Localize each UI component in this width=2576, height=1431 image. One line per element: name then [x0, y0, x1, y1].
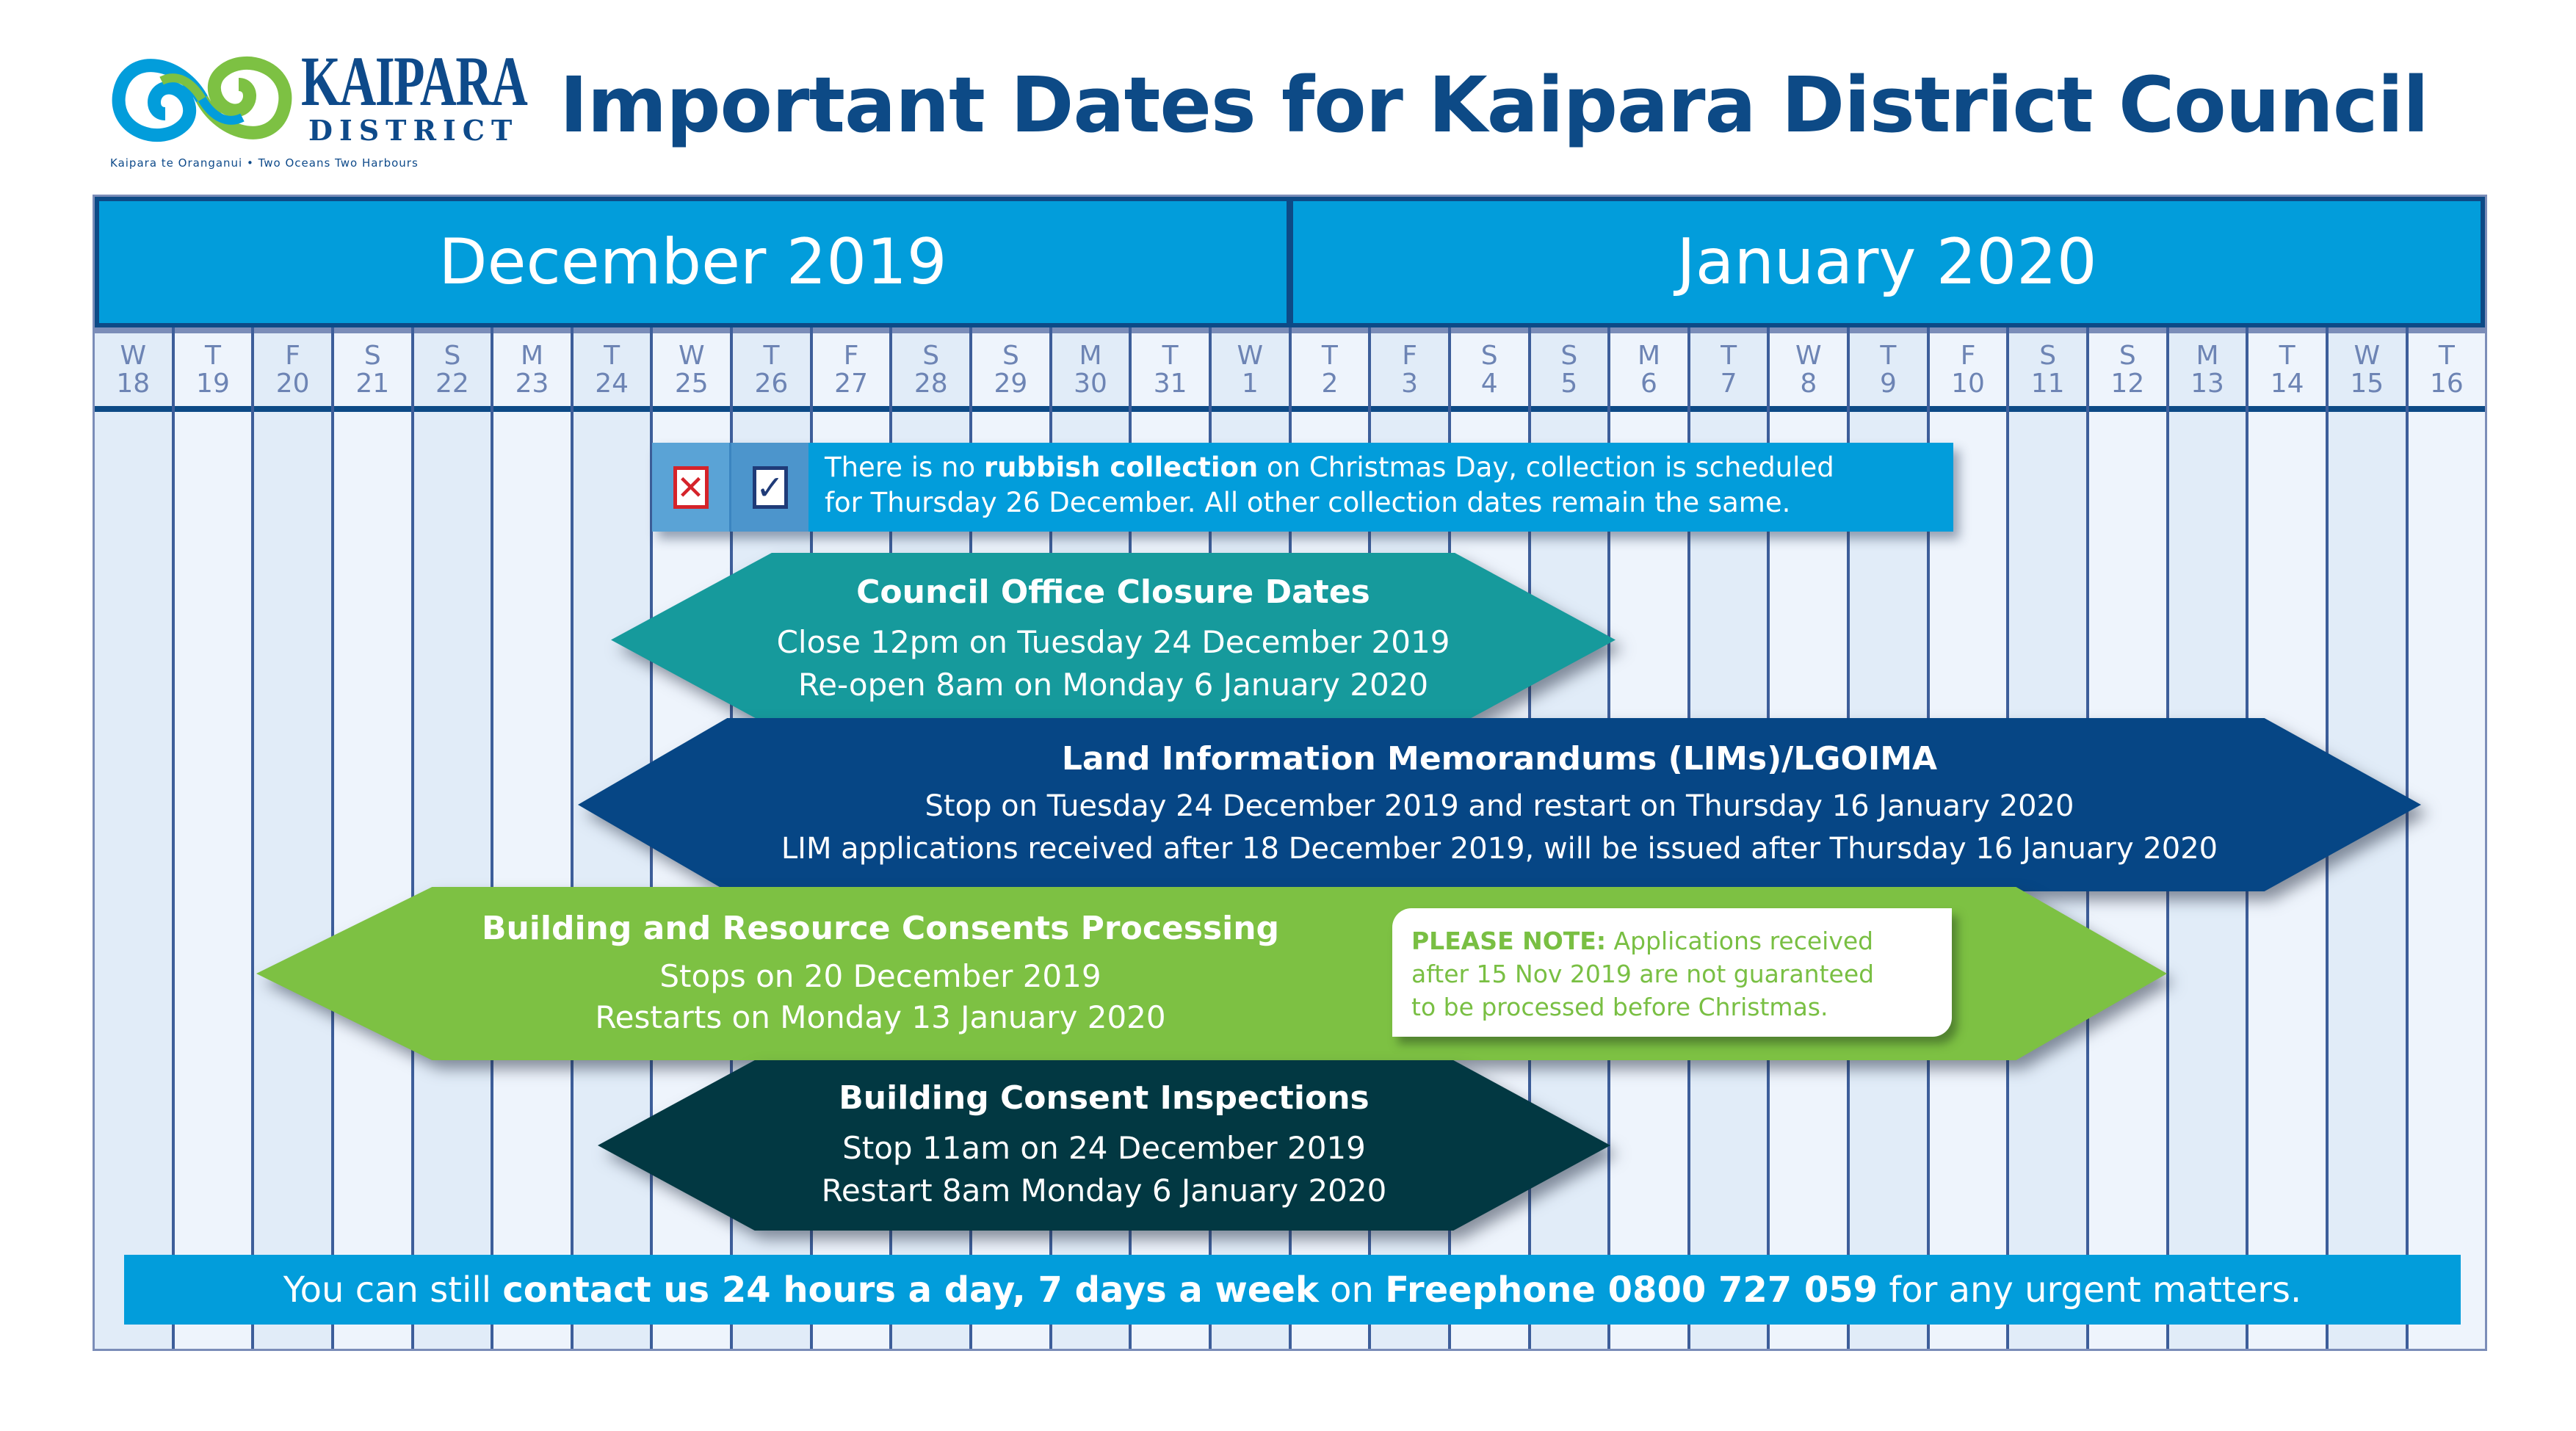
- day-date: 29: [994, 368, 1028, 399]
- day-of-week: F: [1402, 340, 1417, 371]
- day-header: [2329, 327, 2406, 412]
- day-of-week: T: [604, 340, 621, 371]
- day-date: 6: [1640, 368, 1657, 399]
- day-header: [653, 327, 730, 412]
- contact-footer: You can still contact us 24 hours a day, 7 days a week on Freephone 0800 727 059 for any urgent matters.: [124, 1255, 2461, 1325]
- koru-swirl-icon: [110, 44, 294, 154]
- rubbish-collection-banner: [652, 443, 1953, 532]
- day-header: [892, 327, 969, 412]
- day-date: 22: [435, 368, 469, 399]
- day-date: 5: [1560, 368, 1578, 399]
- rubbish-text: There is no rubbish collection on Christmas Day, collection is scheduled for Thursday 26 December. All other collection dates remain the same.: [808, 443, 1953, 532]
- month-december: December 2019: [95, 197, 1291, 327]
- day-header: [2409, 327, 2486, 412]
- day-of-week: T: [2279, 340, 2295, 371]
- day-date: 1: [1241, 368, 1259, 399]
- day-date: 25: [674, 368, 709, 399]
- day-header: [1212, 327, 1289, 412]
- consents-processing-arrow: Building and Resource Consents Processing Stops on 20 December 2019 Restarts on Monday 13 January 2020: [256, 887, 2167, 1060]
- day-of-week: T: [763, 340, 780, 371]
- lim-title: Land Information Memorandums (LIMs)/LGOIMA: [1061, 739, 1938, 778]
- day-of-week: S: [922, 340, 940, 371]
- day-date: 15: [2350, 368, 2384, 399]
- day-header: [813, 327, 890, 412]
- day-of-week: T: [1162, 340, 1179, 371]
- day-header: [1610, 327, 1687, 412]
- day-date: 30: [1074, 368, 1107, 399]
- check-box-icon: ✓: [753, 466, 788, 509]
- day-column: [254, 327, 334, 1349]
- day-header: [2009, 327, 2086, 412]
- day-of-week: T: [1321, 340, 1338, 371]
- day-date: 27: [834, 368, 868, 399]
- day-of-week: S: [363, 340, 381, 371]
- day-of-week: S: [1480, 340, 1498, 371]
- inspections-arrow: Building Consent Inspections Stop 11am on 24 December 2019 Restart 8am Monday 6 January 2020: [598, 1060, 1610, 1231]
- day-header: [1052, 327, 1129, 412]
- day-date: 20: [275, 368, 310, 399]
- page-title: Important Dates for Kaipara District Council: [560, 60, 2428, 150]
- consents-title: Building and Resource Consents Processing: [481, 909, 1280, 947]
- day-header: [1850, 327, 1927, 412]
- day-column: [493, 327, 574, 1349]
- day-of-week: T: [1721, 340, 1737, 371]
- day-of-week: S: [444, 340, 461, 371]
- day-date: 21: [355, 368, 390, 399]
- day-of-week: M: [520, 340, 544, 371]
- day-date: 23: [515, 368, 549, 399]
- month-january: January 2020: [1291, 197, 2485, 327]
- day-date: 16: [2429, 368, 2464, 399]
- day-date: 26: [754, 368, 789, 399]
- day-of-week: F: [285, 340, 300, 371]
- day-of-week: W: [1237, 340, 1264, 371]
- day-header: [1930, 327, 2007, 412]
- day-of-week: M: [1637, 340, 1661, 371]
- day-date: 10: [1951, 368, 1985, 399]
- day-header: [493, 327, 571, 412]
- month-header: [95, 197, 2485, 327]
- day-of-week: T: [204, 340, 221, 371]
- day-header: [1371, 327, 1448, 412]
- day-date: 12: [2110, 368, 2145, 399]
- please-note-box: PLEASE NOTE: Applications received after 15 Nov 2019 are not guaranteed to be processed before Christmas.: [1392, 908, 1952, 1037]
- day-header: [1531, 327, 1608, 412]
- day-date: 9: [1879, 368, 1897, 399]
- day-column: [95, 327, 175, 1349]
- day-header: [414, 327, 491, 412]
- day-header: [1292, 327, 1369, 412]
- day-of-week: W: [1795, 340, 1822, 371]
- logo-tagline: Kaipara te Oranganui • Two Oceans Two Harbours: [110, 156, 419, 170]
- day-of-week: S: [2119, 340, 2136, 371]
- day-header: [2169, 327, 2246, 412]
- day-of-week: T: [1880, 340, 1897, 371]
- day-header: [254, 327, 331, 412]
- logo-district: DISTRICT: [308, 114, 519, 147]
- kaipara-logo: [110, 40, 527, 173]
- closure-title: Council Office Closure Dates: [856, 573, 1370, 611]
- day-date: 7: [1720, 368, 1737, 399]
- day-header: [574, 327, 651, 412]
- day-date: 3: [1401, 368, 1419, 399]
- day-date: 13: [2190, 368, 2224, 399]
- day-date: 18: [116, 368, 151, 399]
- council-closure-arrow: Council Office Closure Dates Close 12pm on Tuesday 24 December 2019 Re-open 8am on Monday 6 January 2020: [611, 553, 1616, 727]
- day-header: [175, 327, 252, 412]
- day-header: [1451, 327, 1528, 412]
- inspections-title: Building Consent Inspections: [839, 1079, 1370, 1117]
- day-header: [95, 327, 172, 412]
- day-header: [1770, 327, 1847, 412]
- day-header: [1132, 327, 1209, 412]
- day-date: 19: [196, 368, 230, 399]
- day-header: [733, 327, 810, 412]
- day-of-week: M: [2196, 340, 2219, 371]
- day-of-week: S: [1560, 340, 1578, 371]
- day-of-week: W: [120, 340, 147, 371]
- day-date: 2: [1321, 368, 1339, 399]
- logo-wordmark: KAIPARA: [301, 42, 527, 120]
- day-date: 14: [2270, 368, 2304, 399]
- day-of-week: F: [843, 340, 859, 371]
- day-header: [972, 327, 1049, 412]
- day-of-week: T: [2438, 340, 2455, 371]
- day-of-week: W: [679, 340, 705, 371]
- day-of-week: W: [2354, 340, 2381, 371]
- day-column: [175, 327, 255, 1349]
- day-of-week: S: [2039, 340, 2057, 371]
- day-column: [414, 327, 494, 1349]
- day-column: [334, 327, 414, 1349]
- day-header: [1690, 327, 1768, 412]
- day-of-week: M: [1079, 340, 1102, 371]
- day-date: 31: [1153, 368, 1187, 399]
- day-date: 4: [1480, 368, 1498, 399]
- day-header: [2248, 327, 2326, 412]
- lim-lgoima-arrow: Land Information Memorandums (LIMs)/LGOIMA Stop on Tuesday 24 December 2019 and restart on Thursday 16 January 2020 LIM applications received after 18 December 2019, will be issued after Thursday 16 January 2020: [578, 718, 2421, 891]
- day-date: 28: [913, 368, 948, 399]
- cross-box-icon: ✕: [673, 466, 709, 509]
- day-date: 11: [2030, 368, 2065, 399]
- day-header: [2089, 327, 2166, 412]
- day-of-week: F: [1960, 340, 1976, 371]
- day-date: 24: [595, 368, 629, 399]
- day-of-week: S: [1002, 340, 1019, 371]
- day-date: 8: [1800, 368, 1817, 399]
- day-header: [334, 327, 411, 412]
